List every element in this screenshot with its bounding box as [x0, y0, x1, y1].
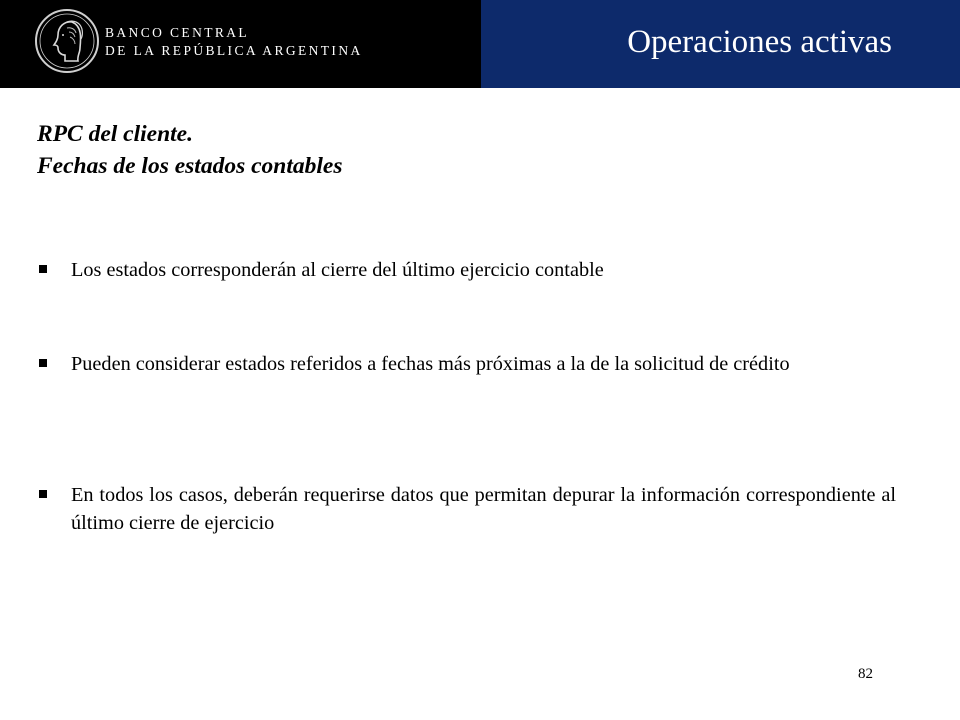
slide-title-line-1: RPC del cliente. [37, 121, 193, 147]
bcra-seal-icon [34, 8, 100, 74]
bullet-item-3: En todos los casos, deberán requerirse datos que permitan depurar la información correspondiente al último cierre de ejercicio [71, 484, 896, 534]
square-bullet-icon [37, 488, 49, 500]
slide-title [37, 118, 343, 182]
bank-name [105, 24, 363, 60]
page-number: 82 [858, 666, 873, 682]
square-bullet-icon [37, 357, 49, 369]
bank-name-line-1: BANCO CENTRAL [105, 25, 250, 40]
section-band [481, 0, 960, 88]
section-title: Operaciones activas [627, 24, 892, 60]
bank-name-line-2: DE LA REPÚBLICA ARGENTINA [105, 43, 363, 58]
square-bullet-icon [37, 263, 49, 275]
bullet-item-2: Pueden considerar estados referidos a fechas más próximas a la de la solicitud de crédito [71, 353, 790, 375]
bullet-item-1: Los estados corresponderán al cierre del último ejercicio contable [71, 259, 604, 281]
slide-title-line-2: Fechas de los estados contables [37, 153, 343, 179]
slide-header [0, 0, 960, 88]
bank-logo-band [0, 0, 481, 88]
